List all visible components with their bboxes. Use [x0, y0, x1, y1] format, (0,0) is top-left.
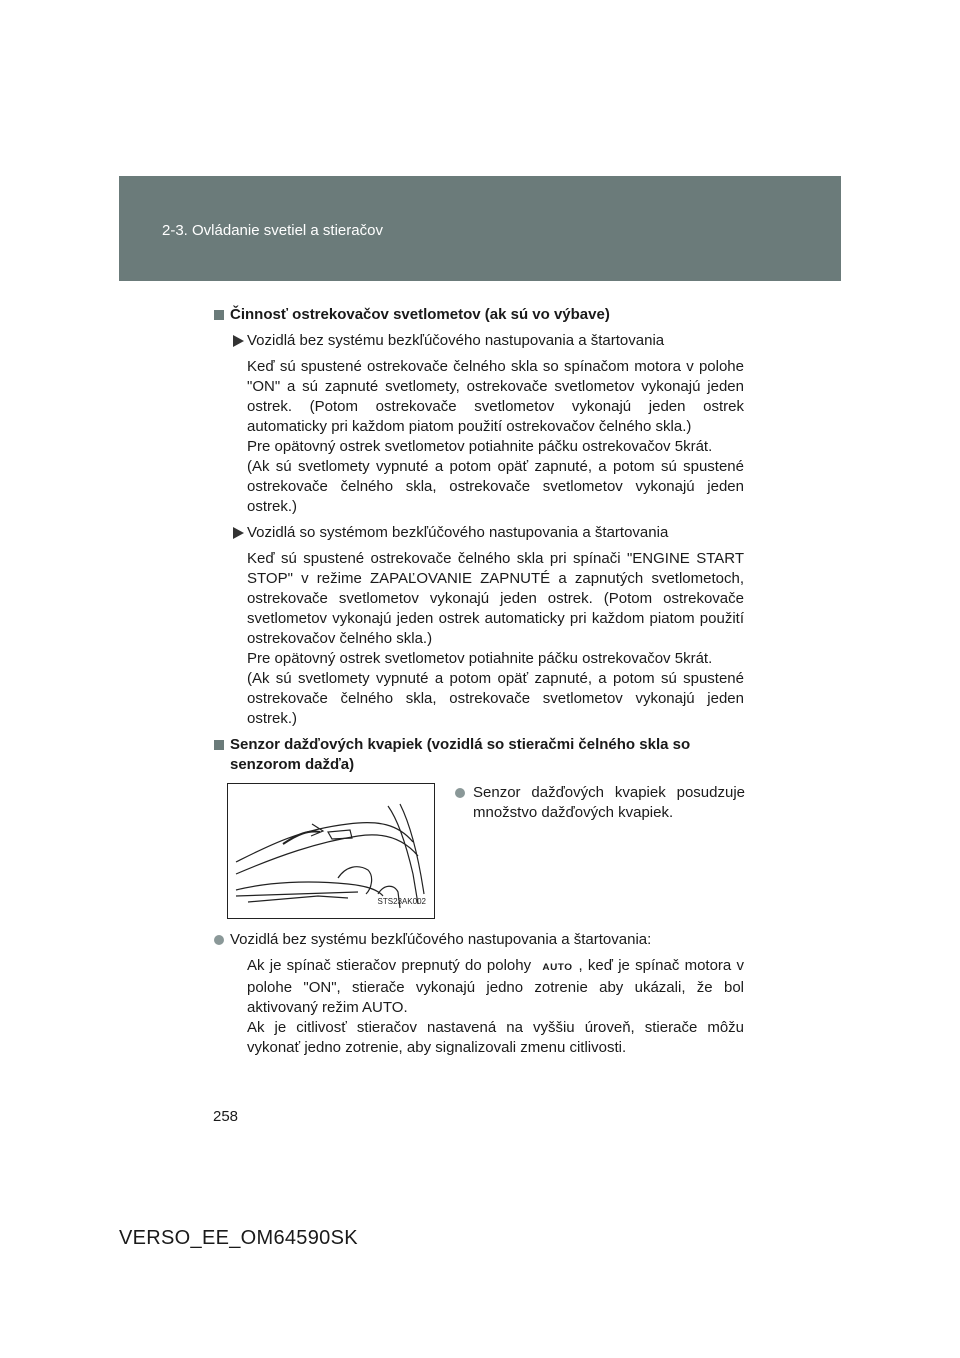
- paragraph-body: Keď sú spustené ostrekovače čelného skla so spínačom motora v polohe "ON" a sú zapnuté svetlomety, ostrekovače svetlometov vykonajú jeden ostrek. (Potom ostrekovače svetlometov vykonajú jeden ostrek automaticky pri každom piatom použití ostrekovačov čelného skla.): [247, 358, 744, 435]
- page-number: 258: [213, 1108, 239, 1125]
- paragraph-body: Keď sú spustené ostrekovače čelného skla pri spínači "ENGINE START STOP" v režime ZAPAĽOVANIE ZAPNUTÉ a zapnutých svetlometoch, ostrekovače svetlometov vykonajú jeden ostrek. (Potom ostrekovače svetlometov vykonajú jeden ostrek automaticky pri každom piatom použití ostrekovačov čelného skla.): [247, 550, 744, 647]
- section-header: [119, 176, 841, 281]
- subheading-without-smart-key: Vozidlá bez systému bezkľúčového nastupovania a štartovania: [214, 331, 744, 351]
- subheading-with-smart-key: Vozidlá so systémom bezkľúčového nastupovania a štartovania: [214, 523, 744, 543]
- paragraph-note: (Ak sú svetlomety vypnuté a potom opäť zapnuté, a potom sú spustené ostrekovače čelného skla, ostrekovače svetlometov vykonajú jeden ostrek.): [247, 670, 744, 727]
- paragraph-note: (Ak sú svetlomety vypnuté a potom opäť zapnuté, a potom sú spustené ostrekovače čelného skla, ostrekovače svetlometov vykonajú jeden ostrek.): [247, 458, 744, 515]
- auto-position-icon: AUTO: [542, 962, 573, 973]
- heading-rain-sensor: Senzor dažďových kvapiek (vozidlá so stieračmi čelného skla so senzorom dažďa): [214, 735, 744, 775]
- figure-row: [214, 783, 744, 928]
- page-content: [214, 305, 744, 1058]
- paragraph-note: Pre opätovný ostrek svetlometov potiahnite páčku ostrekovačov 5krát.: [247, 650, 713, 667]
- triangle-bullet-icon: [233, 527, 244, 539]
- figure-bullet: Senzor dažďových kvapiek posudzuje množstvo dažďových kvapiek.: [455, 783, 745, 823]
- section-title: 2-3. Ovládanie svetiel a stieračov: [162, 222, 383, 239]
- round-bullet-icon: [214, 935, 224, 945]
- figure-code: STS23AK002: [377, 897, 426, 906]
- bullet-without-smart-key: Vozidlá bez systému bezkľúčového nastupovania a štartovania:: [214, 930, 744, 950]
- paragraph-note: Pre opätovný ostrek svetlometov potiahnite páčku ostrekovačov 5krát.: [247, 438, 713, 455]
- heading-headlight-washer: Činnosť ostrekovačov svetlometov (ak sú vo výbave): [214, 305, 744, 325]
- rain-sensor-illustration: [227, 783, 435, 919]
- document-code: VERSO_EE_OM64590SK: [119, 1227, 358, 1249]
- square-bullet-icon: [214, 740, 224, 750]
- round-bullet-icon: [455, 788, 465, 798]
- paragraph-auto-mode: Ak je spínač stieračov prepnutý do polohy AUTO , keď je spínač motora v polohe "ON", stierače vykonajú jedno zotrenie aby ukázali, že bol aktivovaný režim AUTO.: [247, 957, 745, 1016]
- paragraph-sensitivity-note: Ak je citlivosť stieračov nastavená na vyššiu úroveň, stierače môžu vykonať jedno zotrenie, aby signalizovali zmenu citlivosti.: [247, 1019, 744, 1056]
- triangle-bullet-icon: [233, 335, 244, 347]
- square-bullet-icon: [214, 310, 224, 320]
